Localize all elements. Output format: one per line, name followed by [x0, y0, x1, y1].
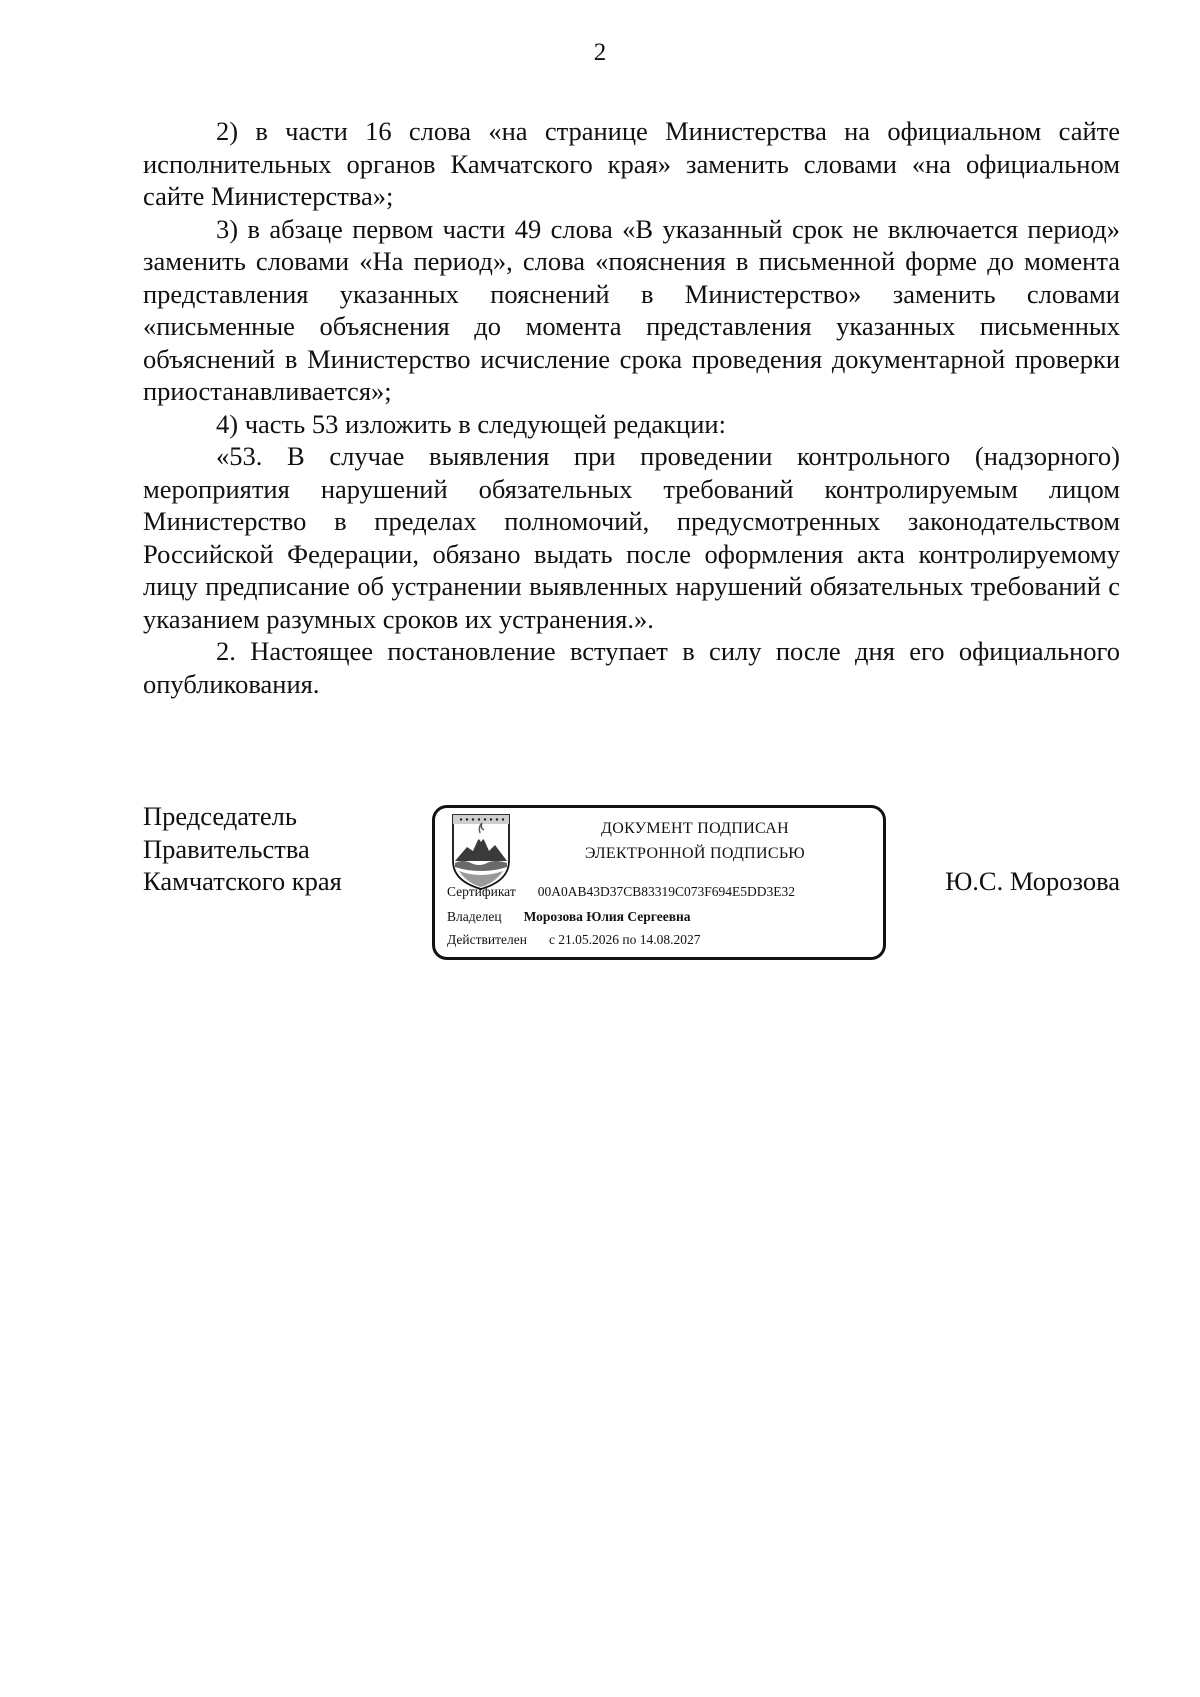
paragraph-part-53: «53. В случае выявления при проведении контрольного (надзорного) мероприятия нарушений обязательных требований контролируемым лицом Министерство в пределах полномочий, предусмотренных законодательством Российской Федерации, обязано выдать после оформления акта контролируемому лицу предписание об устранении выявленных нарушений обязательных требований с указанием разумных сроков их устранения.». — [143, 441, 1120, 634]
stamp-heading-line: ДОКУМЕНТ ПОДПИСАН — [601, 820, 789, 837]
paragraph-entry-into-force: 2. Настоящее постановление вступает в силу после дня его официального опубликования. — [143, 636, 1120, 699]
paragraph-item-2: 2) в части 16 слова «на странице Министерства на официальном сайте исполнительных органов Камчатского края» заменить словами «на официальном сайте Министерства»; — [143, 116, 1120, 211]
signatory-title-line: Камчатского края — [143, 866, 342, 896]
stamp-validity-row — [447, 931, 701, 949]
signatory-title — [143, 800, 342, 898]
document-body — [143, 115, 1120, 700]
signatory-title-line: Правительства — [143, 833, 310, 864]
stamp-owner-row — [447, 908, 691, 926]
electronic-signature-stamp — [432, 805, 886, 960]
paragraph-item-3: 3) в абзаце первом части 49 слова «В указанный срок не включается период» заменить словами «На период», слова «пояснения в письменной форме до момента представления указанных пояснений в Министерство» заменить словами «письменные объяснения до момента представления указанных письменных объяснений в Министерство исчисление срока проведения документарной проверки приостанавливается»; — [143, 213, 1120, 406]
validity-label: Действителен — [447, 932, 527, 947]
owner-label: Владелец — [447, 909, 502, 924]
page-number: 2 — [593, 39, 607, 66]
certificate-value: 00A0AB43D37CB83319C073F694E5DD3E32 — [537, 884, 795, 899]
stamp-heading — [435, 816, 875, 866]
paragraph-item-4: 4) часть 53 изложить в следующей редакции: — [216, 408, 726, 439]
owner-value: Морозова Юлия Сергеевна — [523, 909, 691, 924]
signatory-name: Ю.С. Морозова — [945, 866, 1120, 896]
signatory-title-line: Председатель — [143, 801, 297, 831]
stamp-certificate-row — [447, 883, 795, 901]
certificate-label: Сертификат — [447, 884, 516, 899]
stamp-heading-line: ЭЛЕКТРОННОЙ ПОДПИСЬЮ — [584, 845, 806, 862]
validity-value: с 21.05.2026 по 14.08.2027 — [548, 932, 701, 947]
